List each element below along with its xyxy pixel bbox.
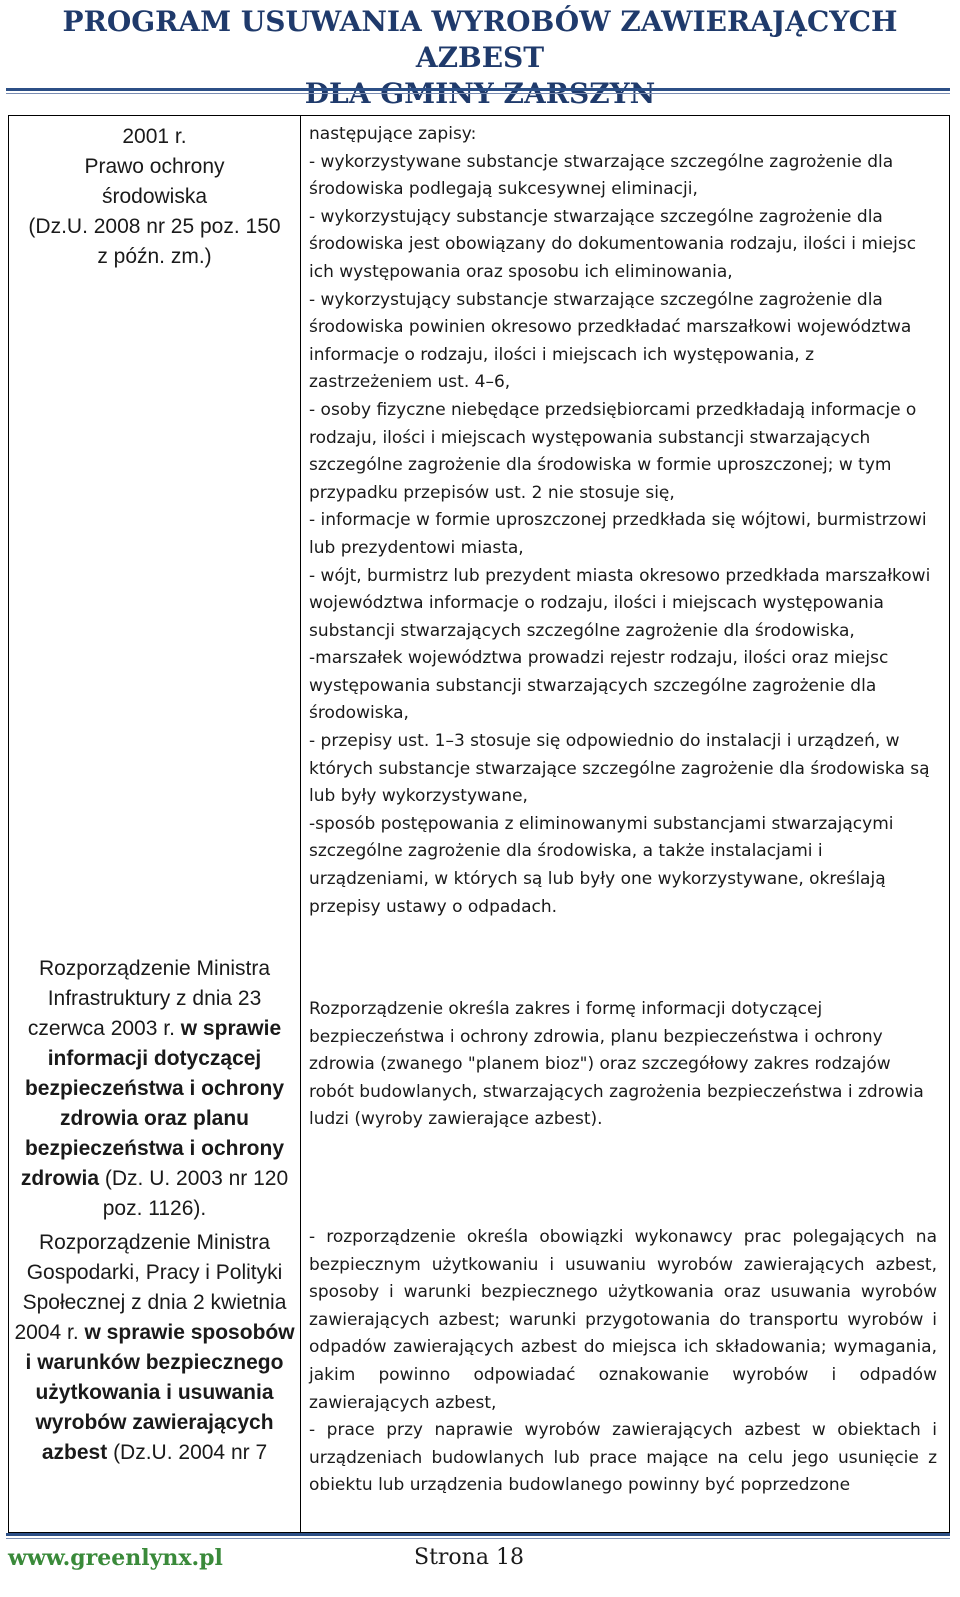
gospodarki-description [309,1224,937,1500]
act-line: (Dz.U. 2008 nr 25 poz. 150 [28,215,281,238]
act-line: środowiska [101,185,208,208]
infrastruktury-description [309,996,937,1134]
footer-website-link[interactable]: www.greenlynx.pl [8,1545,223,1571]
act-name-rozporzadzenie-infrastruktury [13,954,296,1224]
act-line: z późn. zm.) [97,245,212,268]
description-paragraph: - prace przy naprawie wyrobów zawierających azbest w obiektach i urządzeniach budowlanych lub prace mające na celu jego usunięcie z obiektu lub urządzenia budowlanego powinny być poprzedzone [309,1420,937,1496]
description-paragraph: Rozporządzenie określa zakres i formę informacji dotyczącej bezpieczeństwa i ochrony zdrowia, planu bezpieczeństwa i ochrony zdrowia (zwanego "planem bioz") oraz szczegółowy zakres rodzajów robót budowlanych, stwarzających zagrożenia bezpieczeństwa i zdrowia ludzi (wyroby zawierające azbest). [309,999,924,1130]
provision-paragraph: - wykorzystujący substancje stwarzające szczególne zagrożenie dla środowiska jest obowiązany do dokumentowania rodzaju, ilości i miejsc ich występowania oraz sposobu ich eliminowania, [309,206,917,282]
right-column [309,116,937,1532]
act-name-rozporzadzenie-gospodarki [13,1228,296,1468]
provision-paragraph: - przepisy ust. 1–3 stosuje się odpowiednio do instalacji i urządzeń, w których substancje stwarzające szczególne zagrożenie dla środowiska są lub były wykorzystywane, [309,731,930,807]
act-text: Rozporządzenie Ministra Infrastruktury z dnia 23 czerwca 2003 r. [27,957,271,1040]
act-line: 2001 r. [122,125,187,148]
document-title-line2 [0,76,960,112]
provision-paragraph: - wykorzystywane substancje stwarzające szczególne zagrożenie dla środowiska podlegają sukcesywnej eliminacji, [309,151,894,200]
page-header [0,0,960,86]
act-reference: (Dz.U. 2004 nr 7 [113,1441,268,1464]
act-title-bold: w sprawie sposobów i warunków bezpiecznego użytkowania i usuwania wyrobów zawierających azbest [25,1321,295,1464]
provision-paragraph: - informacje w formie uproszczonej przedkłada się wójtowi, burmistrzowi lub prezydentowi miasta, [309,510,927,558]
footer-rule-thin [6,1538,950,1539]
provision-paragraph: - osoby fizyczne niebędące przedsiębiorcami przedkładają informacje o rodzaju, ilości i miejscach występowania substancji stwarzających szczególne zagrożenie dla środowiska w formie uproszczonej; w tym przypadku przepisów ust. 2 nie stosuje się, [309,399,917,503]
act-title-bold: w sprawie informacji dotyczącej bezpieczeństwa i ochrony zdrowia oraz planu bezpieczeństwa i ochrony zdrowia [20,1017,285,1190]
act-line: Prawo ochrony [84,155,225,178]
prawo-ochrony-provisions [309,121,937,921]
provision-paragraph: -sposób postępowania z eliminowanymi substancjami stwarzającymi szczególne zagrożenie dla środowiska, a także instalacjami i urządzeniami, w których są lub były one wykorzystywane, określają przepisy ustawy o odpadach. [309,813,894,917]
provision-paragraph: -marszałek województwa prowadzi rejestr rodzaju, ilości oraz miejsc występowania substancji stwarzających szczególne zagrożenie dla środowiska, [309,648,889,724]
provision-paragraph: - wykorzystujący substancje stwarzające szczególne zagrożenie dla środowiska powinien okresowo przedkładać marszałkowi województwa informacje o rodzaju, ilości i miejscach ich występowania, z zastrzeżeniem ust. 4–6, [309,289,912,393]
act-name-prawo-ochrony [13,122,296,272]
description-paragraph: - rozporządzenie określa obowiązki wykonawcy prac polegających na bezpiecznym użytkowaniu i usuwaniu wyrobów zawierających azbest, sposoby i warunki bezpiecznego użytkowania oraz usuwania wyrobów zawierających azbest; warunki przygotowania do transportu wyrobów i odpadów zawierających azbest do miejsca ich składowania; wymagania, jakim powinno odpowiadać oznakowanie wyrobów i odpadów zawierających azbest, [309,1227,937,1413]
header-rule-thin [6,93,950,94]
document-title-line1: PROGRAM USUWANIA WYROBÓW ZAWIERAJĄCYCH AZBEST [62,5,898,74]
act-text: Rozporządzenie Ministra Gospodarki, Pracy i Polityki Społecznej z dnia 2 kwietnia 2004 r. [14,1231,287,1344]
left-column [9,116,300,1532]
provision-paragraph: następujące zapisy: [309,124,477,144]
header-rule [6,88,950,91]
legislation-table [8,115,950,1533]
provision-paragraph: - wójt, burmistrz lub prezydent miasta okresowo przedkłada marszałkowi województwa informacje o rodzaju, ilości i miejscach występowania substancji stwarzających szczególne zagrożenie dla środowiska, [309,565,931,641]
page-number: Strona 18 [414,1545,524,1570]
act-reference: (Dz. U. 2003 nr 120 poz. 1126). [102,1167,289,1220]
footer-rule [6,1533,950,1536]
column-divider [300,116,301,1532]
